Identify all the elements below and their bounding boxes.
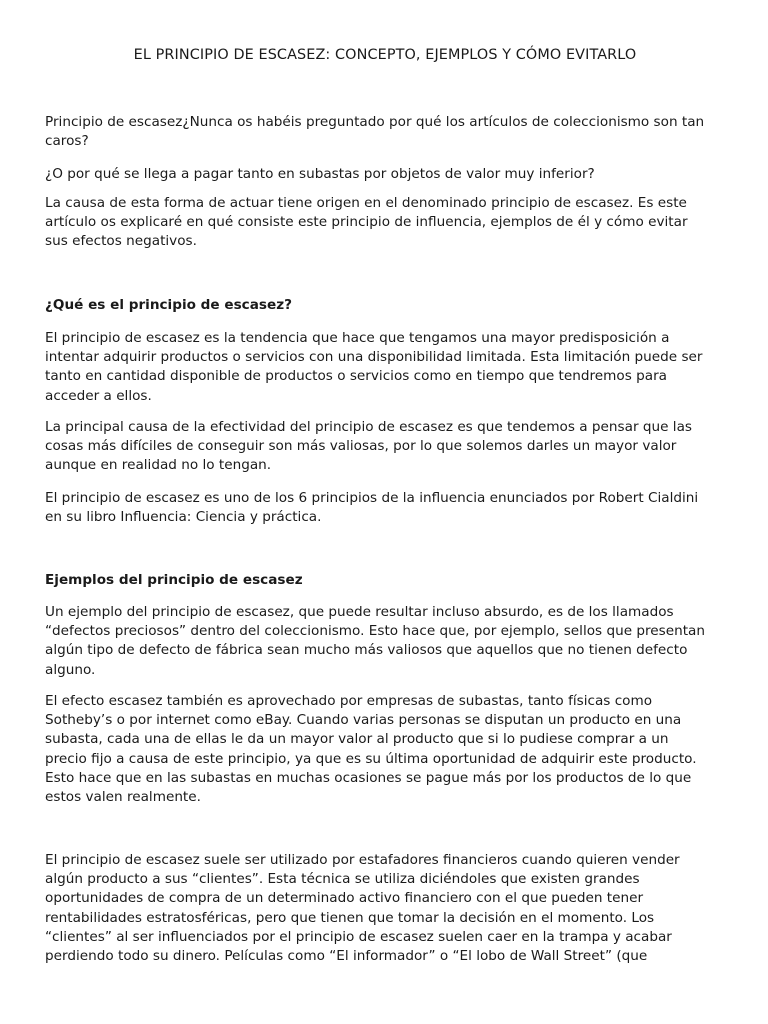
- text-line: alguno.: [45, 661, 96, 678]
- text-line: Esto hace que en las subastas en muchas ocasiones se pague más por los productos de lo que: [45, 769, 692, 786]
- text-line: oportunidades de compra de un determinado activo financiero con el que pueden tener: [45, 890, 644, 907]
- intro-paragraph-1: [45, 113, 725, 151]
- text-line: algún producto a sus “clientes”. Esta técnica se utiliza diciéndoles que existen grandes: [45, 871, 640, 888]
- text-line: “clientes” al ser influenciados por el principio de escasez suelen caer en la trampa y acabar: [45, 928, 672, 945]
- text-line: Principio de escasez¿Nunca os habéis preguntado por qué los artículos de coleccionismo son tan: [45, 114, 705, 130]
- examples-paragraph-2: [45, 692, 725, 807]
- examples-paragraph-1: [45, 603, 725, 680]
- text-line: sus efectos negativos.: [45, 233, 197, 250]
- section-heading-examples: Ejemplos del principio de escasez: [45, 572, 303, 588]
- text-line: rentabilidades estratosféricas, pero que tienen que tomar la decisión en el momento. Los: [45, 909, 655, 926]
- section-heading-definition: ¿Qué es el principio de escasez?: [45, 297, 293, 313]
- text-line: intentar adquirir productos o servicios con una disponibilidad limitada. Esta limitación puede ser: [45, 349, 703, 366]
- definition-paragraph-2: [45, 418, 725, 476]
- text-line: El efecto escasez también es aprovechado por empresas de subastas, tanto físicas como: [45, 693, 653, 709]
- text-line: tanto en cantidad disponible de productos o servicios como en tiempo que tendremos para: [45, 368, 667, 385]
- text-line: aunque en realidad no lo tengan.: [45, 457, 272, 474]
- text-line: artículo os explicaré en qué consiste este principio de influencia, ejemplos de él y cómo evitar: [45, 214, 688, 231]
- text-line: La principal causa de la efectividad del principio de escasez es que tendemos a pensar que las: [45, 419, 692, 435]
- text-line: estos valen realmente.: [45, 789, 201, 806]
- document-page: [45, 0, 725, 1024]
- text-line: “defectos preciosos” dentro del coleccionismo. Esto hace que, por ejemplo, sellos que presentan: [45, 623, 705, 640]
- text-line: Sotheby’s o por internet como eBay. Cuando varias personas se disputan un producto en una: [45, 712, 682, 729]
- text-line: cosas más difíciles de conseguir son más valiosas, por lo que solemos darles un mayor valor: [45, 438, 677, 455]
- definition-paragraph-1: [45, 329, 725, 406]
- intro-paragraph-2: [45, 165, 725, 184]
- text-line: subasta, cada una de ellas le da un mayor valor al producto que si lo pudiese comprar a un: [45, 731, 669, 748]
- text-line: algún tipo de defecto de fábrica sean mucho más valiosos que aquellos que no tienen defecto: [45, 642, 688, 659]
- text-line: caros?: [45, 133, 89, 150]
- text-line: El principio de escasez es la tendencia que hace que tengamos una mayor predisposición a: [45, 330, 670, 346]
- document-title: EL PRINCIPIO DE ESCASEZ: CONCEPTO, EJEMPLOS Y CÓMO EVITARLO: [133, 47, 637, 63]
- text-line: Un ejemplo del principio de escasez, que puede resultar incluso absurdo, es de los llamados: [45, 604, 674, 620]
- text-line: perdiendo todo su dinero. Películas como “El informador” o “El lobo de Wall Street” (que: [45, 948, 648, 965]
- examples-paragraph-3: [45, 851, 725, 966]
- text-line: ¿O por qué se llega a pagar tanto en subastas por objetos de valor muy inferior?: [45, 166, 595, 182]
- text-line: precio fijo a causa de este principio, ya que es su última oportunidad de adquirir este producto.: [45, 750, 697, 767]
- text-line: El principio de escasez es uno de los 6 principios de la influencia enunciados por Robert Cialdini: [45, 490, 699, 506]
- text-line: El principio de escasez suele ser utilizado por estafadores financieros cuando quieren vender: [45, 852, 680, 868]
- text-line: en su libro Influencia: Ciencia y práctica.: [45, 509, 322, 526]
- definition-paragraph-3: [45, 489, 725, 527]
- text-line: acceder a ellos.: [45, 387, 152, 404]
- intro-paragraph-3: [45, 194, 725, 252]
- text-line: La causa de esta forma de actuar tiene origen en el denominado principio de escasez. Es este: [45, 195, 687, 211]
